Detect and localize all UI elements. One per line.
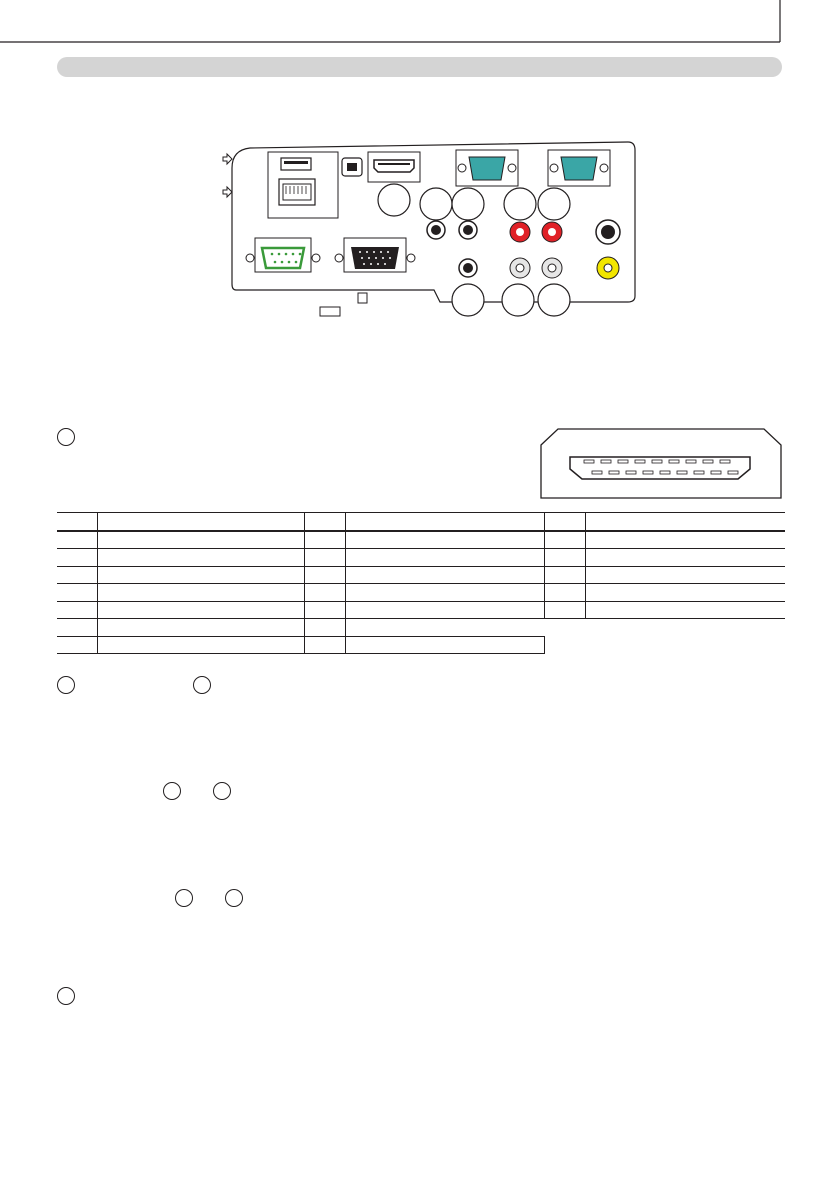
table-row xyxy=(57,566,785,584)
table-row xyxy=(57,601,785,619)
table-row xyxy=(57,549,785,567)
lock-icon xyxy=(358,293,367,303)
section-marker-hdmi xyxy=(57,428,75,446)
table-row xyxy=(57,619,785,637)
audio-jacks xyxy=(427,220,620,279)
section-marker-audio-in-3b xyxy=(225,889,243,907)
hdmi-connector-illustration xyxy=(540,425,782,499)
section-marker-audio-out xyxy=(57,987,75,1005)
table-row xyxy=(57,531,785,549)
hdmi-pin-table xyxy=(57,512,785,654)
section-marker-audio-in-alt xyxy=(193,676,211,694)
section-marker-audio-in xyxy=(57,676,75,694)
table-header-row xyxy=(57,513,785,531)
left-arrow-icons xyxy=(223,154,232,197)
table-row xyxy=(57,636,785,654)
section-marker-audio-in-2b xyxy=(213,782,231,800)
section-marker-audio-in-2a xyxy=(163,782,181,800)
connector-panel-diagram xyxy=(0,0,839,330)
computer-in-ports xyxy=(456,150,610,186)
section-marker-audio-in-3a xyxy=(175,889,193,907)
table-row xyxy=(57,584,785,602)
callout-circles xyxy=(378,184,570,316)
